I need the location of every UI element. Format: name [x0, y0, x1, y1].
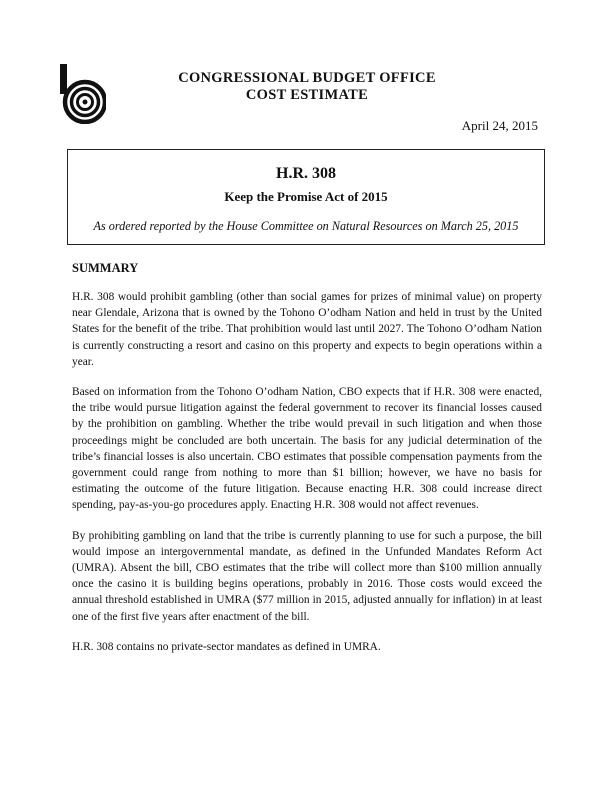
- summary-paragraph: H.R. 308 would prohibit gambling (other than social games for prizes of minimal value) on property near Glendale, Arizona that is owned by the Tohono O’odham Nation and held in trust by the United States for the benefit of the tribe. That prohibition would last until 2027. The Tohono O’odham Nation is currently constructing a resort and casino on this property and expects to begin operations within a year.: [72, 291, 542, 368]
- summary-paragraph: H.R. 308 contains no private-sector mandates as defined in UMRA.: [72, 640, 381, 653]
- summary-paragraph: By prohibiting gambling on land that the tribe is currently planning to use for such a purpose, the bill would impose an intergovernmental mandate, as defined in the Unfunded Mandates Reform Act (UMRA). Absent the bill, CBO estimates that the tribe will collect more than $100 million annually once the casino it is building begins operations, probably in 2016. Those costs would exceed the annual threshold established in UMRA ($77 million in 2015, adjusted annually for inflation) in at least one of the first five years after enactment of the bill.: [72, 529, 542, 623]
- summary-heading: SUMMARY: [72, 261, 139, 275]
- summary-section: [72, 260, 542, 669]
- cbo-logo-icon: [60, 64, 106, 124]
- estimate-date: April 24, 2015: [461, 118, 538, 133]
- bill-number: H.R. 308: [276, 165, 336, 182]
- document-type: COST ESTIMATE: [245, 87, 369, 103]
- bill-status: As ordered reported by the House Committee on Natural Resources on March 25, 2015: [93, 219, 519, 233]
- bill-title: Keep the Promise Act of 2015: [224, 189, 388, 204]
- document-header: [150, 70, 464, 104]
- bill-info-box: [67, 149, 545, 245]
- agency-name: CONGRESSIONAL BUDGET OFFICE: [178, 70, 436, 86]
- summary-paragraph: Based on information from the Tohono O’odham Nation, CBO expects that if H.R. 308 were enacted, the tribe would pursue litigation against the federal government to recover its financial losses caused by the prohibition on gambling. Whether the tribe would prevail in such litigation and when those proceedings might be concluded are both uncertain. The basis for any judicial determination of the tribe’s financial losses is also uncertain. CBO estimates that possible compensation payments from the government could range from nothing to more than $1 billion; however, we have no basis for estimating the outcome of the future litigation. Because enacting H.R. 308 could increase direct spending, pay-as-you-go procedures apply. Enacting H.R. 308 would not affect revenues.: [72, 386, 542, 512]
